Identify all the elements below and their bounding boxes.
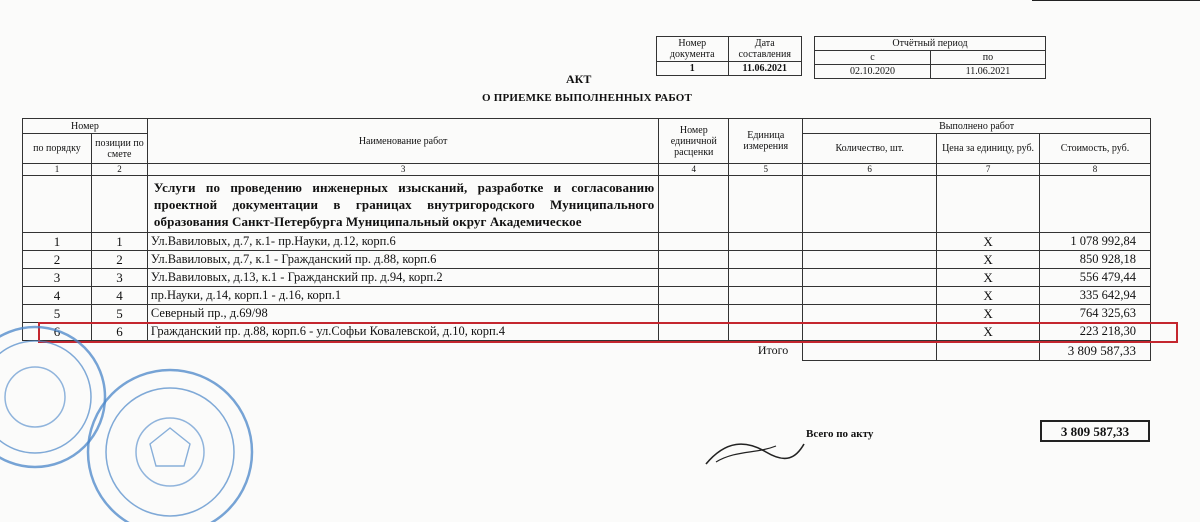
stamp-icon <box>80 362 260 522</box>
row-name: Ул.Вавиловых, д.7, к.1- пр.Науки, д.12, корп.6 <box>147 233 658 251</box>
col-number: 1 <box>23 164 92 176</box>
vsego-label: Всего по акту <box>806 428 874 440</box>
reporting-period-box <box>814 36 1046 79</box>
row-name: пр.Науки, д.14, корп.1 - д.16, корп.1 <box>147 287 658 305</box>
row-price: Х <box>937 323 1040 341</box>
row-highlight-frame <box>38 322 1178 343</box>
vsego-value: 3 809 587,33 <box>1040 420 1150 442</box>
row-number: 6 <box>23 323 92 341</box>
col-number: 5 <box>729 164 803 176</box>
section-description: Услуги по проведению инженерных изысканий, разработке и согласованию проектной документации в границах внутригородского Муниципального образования Санкт-Петербурга Муниципальный округ Академическое <box>147 176 658 233</box>
row-price: Х <box>937 251 1040 269</box>
row-price: Х <box>937 305 1040 323</box>
row-position: 4 <box>91 287 147 305</box>
row-cost: 335 642,94 <box>1040 287 1151 305</box>
row-name: Гражданский пр. д.88, корп.6 - ул.Софьи Ковалевской, д.10, корп.4 <box>147 323 658 341</box>
table-row <box>23 305 1151 323</box>
row-position: 6 <box>91 323 147 341</box>
header-po-poryadku: по порядку <box>23 134 92 164</box>
header-nomer-rascenki: Номер единичной расценки <box>659 119 729 164</box>
period-label: Отчётный период <box>815 37 1046 51</box>
doc-number: 1 <box>657 62 729 76</box>
header-cena: Цена за единицу, руб. <box>937 134 1040 164</box>
table-row-highlighted <box>23 287 1151 305</box>
row-cost: 556 479,44 <box>1040 269 1151 287</box>
doc-date-label: Дата составления <box>728 37 802 62</box>
header-pozicii: позиции по смете <box>91 134 147 164</box>
period-from-label: с <box>815 51 931 65</box>
document-subtitle: О ПРИЕМКЕ ВЫПОЛНЕННЫХ РАБОТ <box>482 92 693 104</box>
signature-icon <box>696 436 806 466</box>
col-number: 6 <box>803 164 937 176</box>
document-info-box <box>656 36 802 76</box>
row-number: 3 <box>23 269 92 287</box>
header-vypolneno: Выполнено работ <box>803 119 1151 134</box>
col-number: 7 <box>937 164 1040 176</box>
row-price: Х <box>937 233 1040 251</box>
row-number: 4 <box>23 287 92 305</box>
period-from: 02.10.2020 <box>815 65 931 79</box>
document-title: АКТ <box>566 72 592 86</box>
doc-number-label: Номер документа <box>657 37 729 62</box>
top-edge-line <box>1032 0 1200 4</box>
total-label: Итого <box>757 343 789 358</box>
row-cost: 764 325,63 <box>1040 305 1151 323</box>
col-number: 3 <box>147 164 658 176</box>
header-edinica: Единица измерения <box>729 119 803 164</box>
header-stoimost: Стоимость, руб. <box>1040 134 1151 164</box>
row-number: 1 <box>23 233 92 251</box>
total-row <box>23 341 1151 361</box>
total-value: 3 809 587,33 <box>1040 341 1151 361</box>
row-cost: 850 928,18 <box>1040 251 1151 269</box>
row-price: Х <box>937 269 1040 287</box>
header-naimenovanie: Наименование работ <box>147 119 658 164</box>
header-kolichestvo: Количество, шт. <box>803 134 937 164</box>
table-row <box>23 233 1151 251</box>
table-row <box>23 269 1151 287</box>
row-cost: 1 078 992,84 <box>1040 233 1151 251</box>
row-price: Х <box>937 287 1040 305</box>
col-number: 4 <box>659 164 729 176</box>
row-position: 3 <box>91 269 147 287</box>
doc-date: 11.06.2021 <box>728 62 802 76</box>
row-position: 5 <box>91 305 147 323</box>
header-nomer: Номер <box>23 119 148 134</box>
row-number: 2 <box>23 251 92 269</box>
row-name: Ул.Вавиловых, д.7, к.1 - Гражданский пр. д.88, корп.6 <box>147 251 658 269</box>
row-position: 1 <box>91 233 147 251</box>
row-name: Северный пр., д.69/98 <box>147 305 658 323</box>
col-number: 2 <box>91 164 147 176</box>
row-cost: 223 218,30 <box>1040 323 1151 341</box>
period-to-label: по <box>930 51 1045 65</box>
row-number: 5 <box>23 305 92 323</box>
table-row <box>23 251 1151 269</box>
period-to: 11.06.2021 <box>930 65 1045 79</box>
row-position: 2 <box>91 251 147 269</box>
col-number: 8 <box>1040 164 1151 176</box>
row-name: Ул.Вавиловых, д.13, к.1 - Гражданский пр. д.94, корп.2 <box>147 269 658 287</box>
